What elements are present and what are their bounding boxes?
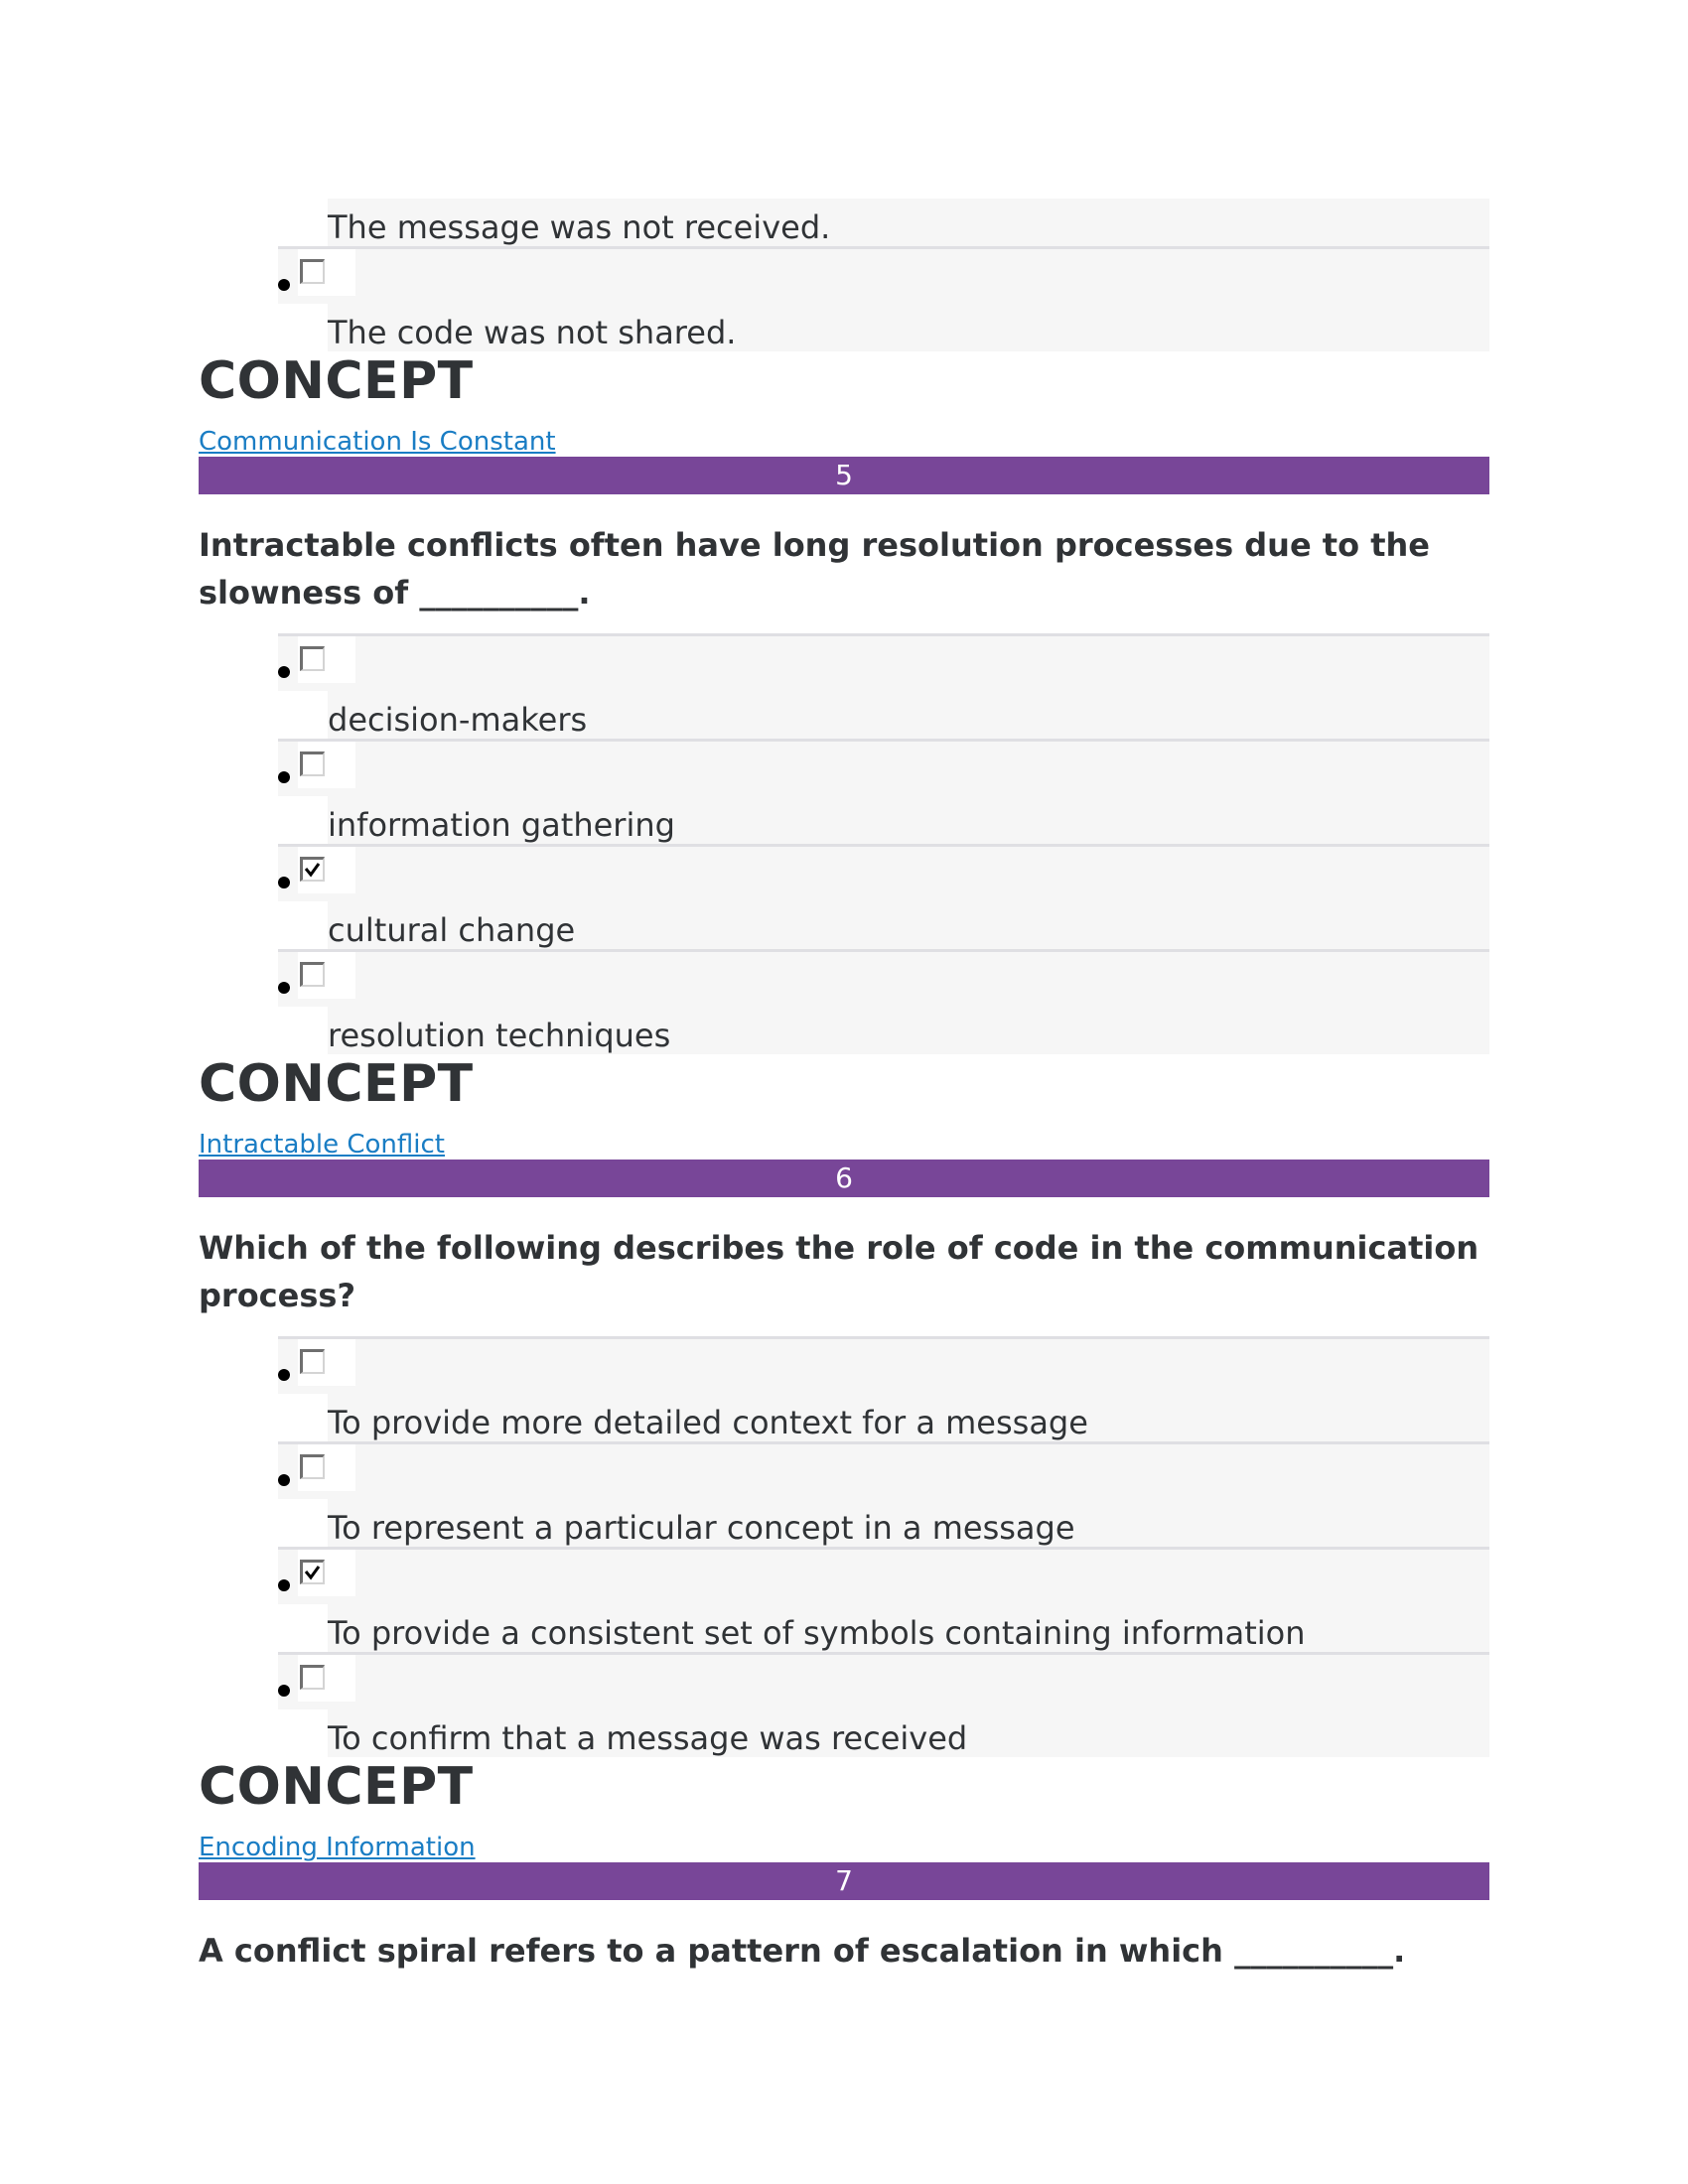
- checkbox-container: [298, 1339, 355, 1386]
- answer-option[interactable]: [278, 246, 1489, 351]
- option-header: [278, 952, 1489, 1007]
- option-header: [278, 636, 1489, 691]
- checkbox-unchecked-icon[interactable]: [300, 1454, 325, 1479]
- question-number-bar: 5: [199, 457, 1489, 494]
- answer-option[interactable]: [278, 1336, 1489, 1441]
- answer-option[interactable]: [278, 1652, 1489, 1757]
- checkbox-container: [298, 952, 355, 999]
- option-header: [278, 847, 1489, 901]
- bullet-icon: [278, 982, 290, 994]
- checkbox-unchecked-icon[interactable]: [300, 751, 325, 776]
- option-text: decision-makers: [328, 691, 1489, 739]
- option-text: The message was not received.: [328, 199, 1489, 246]
- bullet-icon: [278, 1369, 290, 1381]
- option-header: [278, 742, 1489, 796]
- checkbox-container: [298, 1550, 355, 1596]
- checkbox-container: [298, 742, 355, 788]
- answer-option[interactable]: [278, 949, 1489, 1054]
- option-header: [278, 1655, 1489, 1709]
- checkbox-unchecked-icon[interactable]: [300, 1665, 325, 1690]
- option-text: resolution techniques: [328, 1007, 1489, 1054]
- answer-option[interactable]: [278, 633, 1489, 739]
- bullet-icon: [278, 1685, 290, 1697]
- answer-option[interactable]: [278, 1547, 1489, 1652]
- checkbox-checked-icon[interactable]: [300, 857, 325, 882]
- answer-option[interactable]: [278, 1441, 1489, 1547]
- answer-options-q5: [199, 633, 1489, 1054]
- checkbox-container: [298, 1655, 355, 1702]
- checkmark-icon: [304, 861, 322, 879]
- quiz-page: [199, 199, 1489, 1991]
- bullet-icon: [278, 877, 290, 888]
- checkbox-container: [298, 636, 355, 683]
- bullet-icon: [278, 279, 290, 291]
- bullet-icon: [278, 1579, 290, 1591]
- checkbox-unchecked-icon[interactable]: [300, 259, 325, 284]
- option-text: To provide more detailed context for a message: [328, 1394, 1489, 1441]
- option-text: To represent a particular concept in a message: [328, 1499, 1489, 1547]
- answer-option[interactable]: [278, 739, 1489, 844]
- question-text: Intractable conflicts often have long resolution processes due to the slowness of __________.: [199, 526, 1430, 612]
- question-text: Which of the following describes the role of code in the communication process?: [199, 1229, 1479, 1314]
- concept-heading: CONCEPT: [199, 1757, 474, 1817]
- option-header: [278, 249, 1489, 304]
- option-header: [278, 1550, 1489, 1604]
- concept-heading: CONCEPT: [199, 351, 474, 411]
- concept-link[interactable]: Intractable Conflict: [199, 1130, 446, 1160]
- checkbox-container: [298, 1444, 355, 1491]
- checkbox-container: [298, 249, 355, 296]
- answer-option[interactable]: [278, 844, 1489, 949]
- answer-options-q6: [199, 1336, 1489, 1757]
- answer-options-q4: [199, 246, 1489, 351]
- checkbox-checked-icon[interactable]: [300, 1560, 325, 1584]
- checkbox-unchecked-icon[interactable]: [300, 962, 325, 987]
- option-header: [278, 1339, 1489, 1394]
- concept-link[interactable]: Encoding Information: [199, 1833, 476, 1862]
- concept-link[interactable]: Communication Is Constant: [199, 427, 556, 457]
- checkbox-container: [298, 847, 355, 893]
- bullet-icon: [278, 1474, 290, 1486]
- option-text: The code was not shared.: [328, 304, 1489, 351]
- concept-heading: CONCEPT: [199, 1054, 474, 1114]
- question-number-bar: 6: [199, 1160, 1489, 1197]
- option-text: cultural change: [328, 901, 1489, 949]
- checkmark-icon: [304, 1564, 322, 1581]
- option-header: [278, 1444, 1489, 1499]
- bullet-icon: [278, 666, 290, 678]
- option-text: information gathering: [328, 796, 1489, 844]
- question-number-bar: 7: [199, 1862, 1489, 1900]
- question-text: A conflict spiral refers to a pattern of escalation in which __________.: [199, 1932, 1406, 1970]
- bullet-icon: [278, 771, 290, 783]
- checkbox-unchecked-icon[interactable]: [300, 1349, 325, 1374]
- checkbox-unchecked-icon[interactable]: [300, 646, 325, 671]
- option-text: To confirm that a message was received: [328, 1709, 1489, 1757]
- option-text: To provide a consistent set of symbols containing information: [328, 1604, 1489, 1652]
